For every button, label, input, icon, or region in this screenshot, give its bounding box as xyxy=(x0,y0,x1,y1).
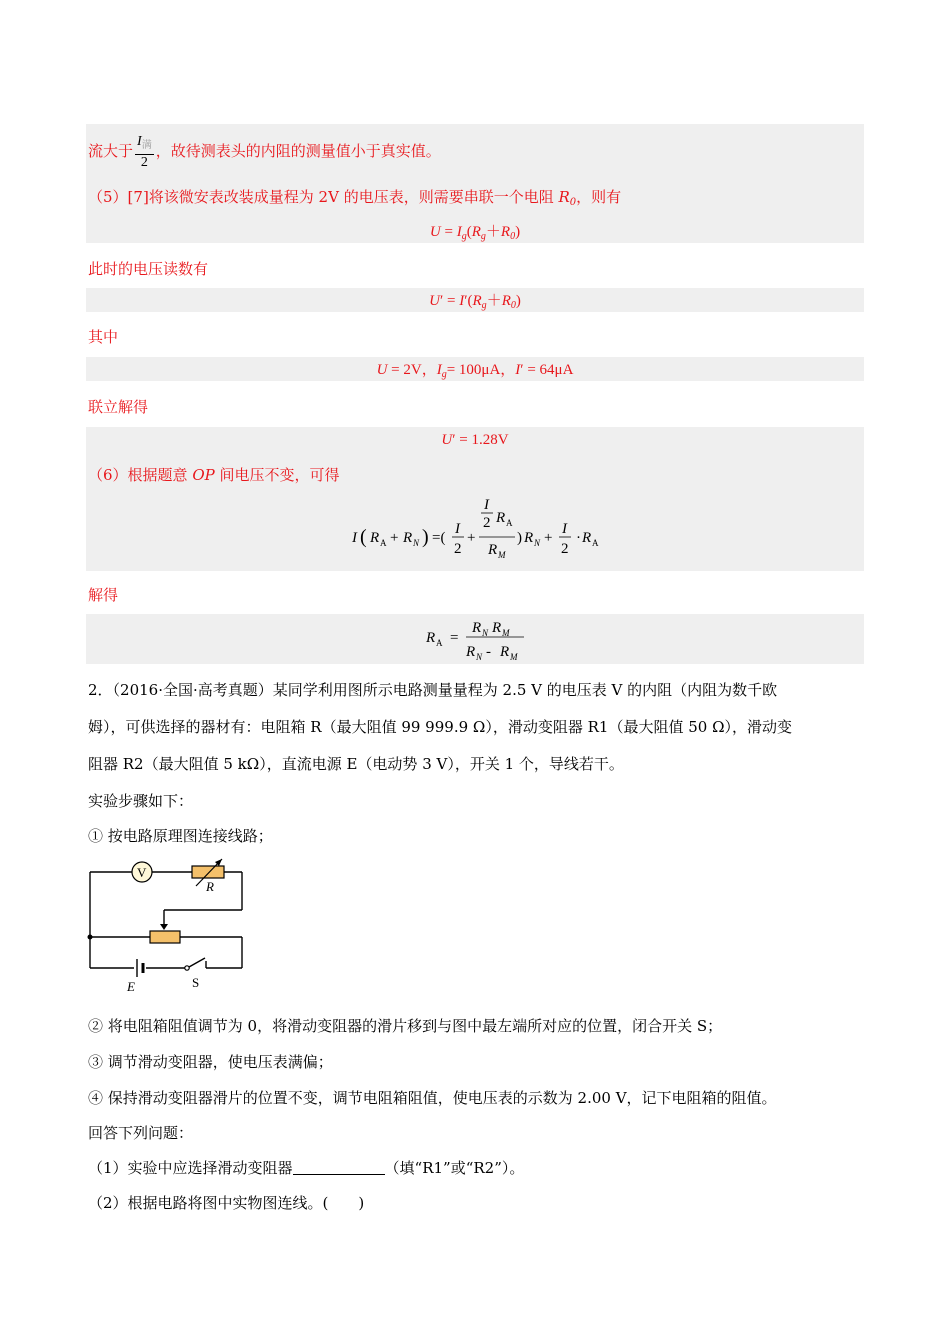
svg-text:A: A xyxy=(380,538,387,548)
svg-text:): ) xyxy=(422,526,429,548)
step-2: ② 将电阻箱阻值调节为 0，将滑动变阻器的滑片移到与图中最左端所对应的位置，闭合开关 S； xyxy=(88,1017,723,1035)
text-voltage-reading: 此时的电压读数有 xyxy=(88,260,209,278)
svg-text:M: M xyxy=(502,628,510,638)
svg-text:2: 2 xyxy=(561,541,569,557)
svg-text:A: A xyxy=(592,538,599,548)
svg-text:=(: =( xyxy=(432,530,446,546)
svg-text:I: I xyxy=(562,521,567,537)
sub-question-2: （2）根据电路将图中实物图连线。( ) xyxy=(88,1194,365,1212)
svg-text:R: R xyxy=(492,620,502,636)
svg-text:M: M xyxy=(510,652,518,662)
answer-blank[interactable] xyxy=(293,1160,385,1175)
svg-text:R: R xyxy=(472,620,482,636)
solution-5-intro: （5）[7]将该微安表改装成量程为 2V 的电压表，则需要串联一个电阻 $R_0$，则有 xyxy=(88,188,622,208)
voltmeter-label: V xyxy=(137,865,147,880)
step-1: ① 按电路原理图连接线路； xyxy=(88,827,273,845)
svg-text:I: I xyxy=(484,497,489,513)
svg-text:A: A xyxy=(506,518,513,528)
svg-text:R: R xyxy=(500,644,510,660)
switch-label: S xyxy=(192,975,200,990)
equation-ra-result xyxy=(424,614,534,664)
svg-text:I: I xyxy=(455,521,460,537)
svg-text:R: R xyxy=(426,630,436,646)
svg-text:R: R xyxy=(496,510,506,526)
equation-u-prime-result: U′ = 1.28V xyxy=(441,432,509,448)
question-2-line-2: 姆），可供选择的器材有：电阻箱 R（最大阻值 99 999.9 Ω），滑动变阻器 R1（最大阻值 50 Ω），滑动变 xyxy=(88,718,793,736)
svg-text:2: 2 xyxy=(454,541,462,557)
equation-u-formula: $U = I_g(R_g+R_0)$ xyxy=(429,224,521,242)
switch-symbol xyxy=(185,966,189,970)
svg-text:R: R xyxy=(403,530,413,546)
source-label: E xyxy=(127,979,135,994)
svg-text:·: · xyxy=(576,530,581,546)
question-2-line-1: 2．（2016·全国·高考真题）某同学利用图所示电路测量量程为 2.5 V 的电压表 V 的内阻（内阻为数千欧 xyxy=(88,681,778,699)
equation-u-prime-formula: $U' = I'(R_g+R_0)$ xyxy=(429,293,521,311)
answer-continuation-line: 流大于 $\frac{I_满}{2}$ ，故待测表头的内阻的测量值小于真实值。 xyxy=(88,133,441,170)
rheostat-symbol xyxy=(150,931,180,943)
svg-text:M: M xyxy=(498,550,506,560)
solution-6-intro: （6）根据题意 OP 间电压不变，可得 xyxy=(88,466,340,484)
svg-text:N: N xyxy=(476,652,483,662)
svg-text:N: N xyxy=(482,628,489,638)
svg-text:R: R xyxy=(466,644,476,660)
text-where: 其中 xyxy=(88,328,119,346)
circuit-diagram xyxy=(84,856,254,998)
sub-question-1: （1）实验中应选择滑动变阻器 （填“R1”或“R2”）。 xyxy=(88,1159,525,1177)
resistance-box-label: R xyxy=(206,879,214,894)
svg-text:+: + xyxy=(390,530,399,546)
svg-text:+: + xyxy=(544,530,553,546)
svg-text:): ) xyxy=(517,530,522,546)
equation-voltage-balance xyxy=(346,496,616,568)
svg-text:R: R xyxy=(582,530,592,546)
answer-title: 回答下列问题： xyxy=(88,1124,194,1142)
svg-text:-: - xyxy=(486,644,491,660)
step-3: ③ 调节滑动变阻器，使电压表满偏； xyxy=(88,1053,333,1071)
svg-text:R: R xyxy=(524,530,534,546)
svg-text:+: + xyxy=(467,530,476,546)
svg-text:I: I xyxy=(352,530,357,546)
svg-text:=: = xyxy=(450,630,459,646)
svg-text:R: R xyxy=(488,542,498,558)
equation-given-values: U = 2V，$I_g= 100\mu A$，I′ = 64μA xyxy=(376,362,574,380)
svg-text:R: R xyxy=(370,530,380,546)
resistance-box-symbol xyxy=(192,866,224,878)
question-2-line-3: 阻器 R2（最大阻值 5 kΩ），直流电源 E（电动势 3 V），开关 1 个，导线若干。 xyxy=(88,755,624,773)
text-solve-result: 解得 xyxy=(88,586,119,604)
svg-text:A: A xyxy=(436,638,443,648)
svg-text:N: N xyxy=(534,538,541,548)
svg-text:N: N xyxy=(413,538,420,548)
svg-text:(: ( xyxy=(360,526,367,548)
svg-text:2: 2 xyxy=(483,515,491,531)
fraction-i-full-half: $\frac{I_满}{2}$ xyxy=(137,133,152,170)
step-4: ④ 保持滑动变阻器滑片的位置不变，调节电阻箱阻值，使电压表的示数为 2.00 V，记下电阻箱的阻值。 xyxy=(88,1089,777,1107)
steps-title: 实验步骤如下： xyxy=(88,792,194,810)
text-solve-together: 联立解得 xyxy=(88,398,149,416)
